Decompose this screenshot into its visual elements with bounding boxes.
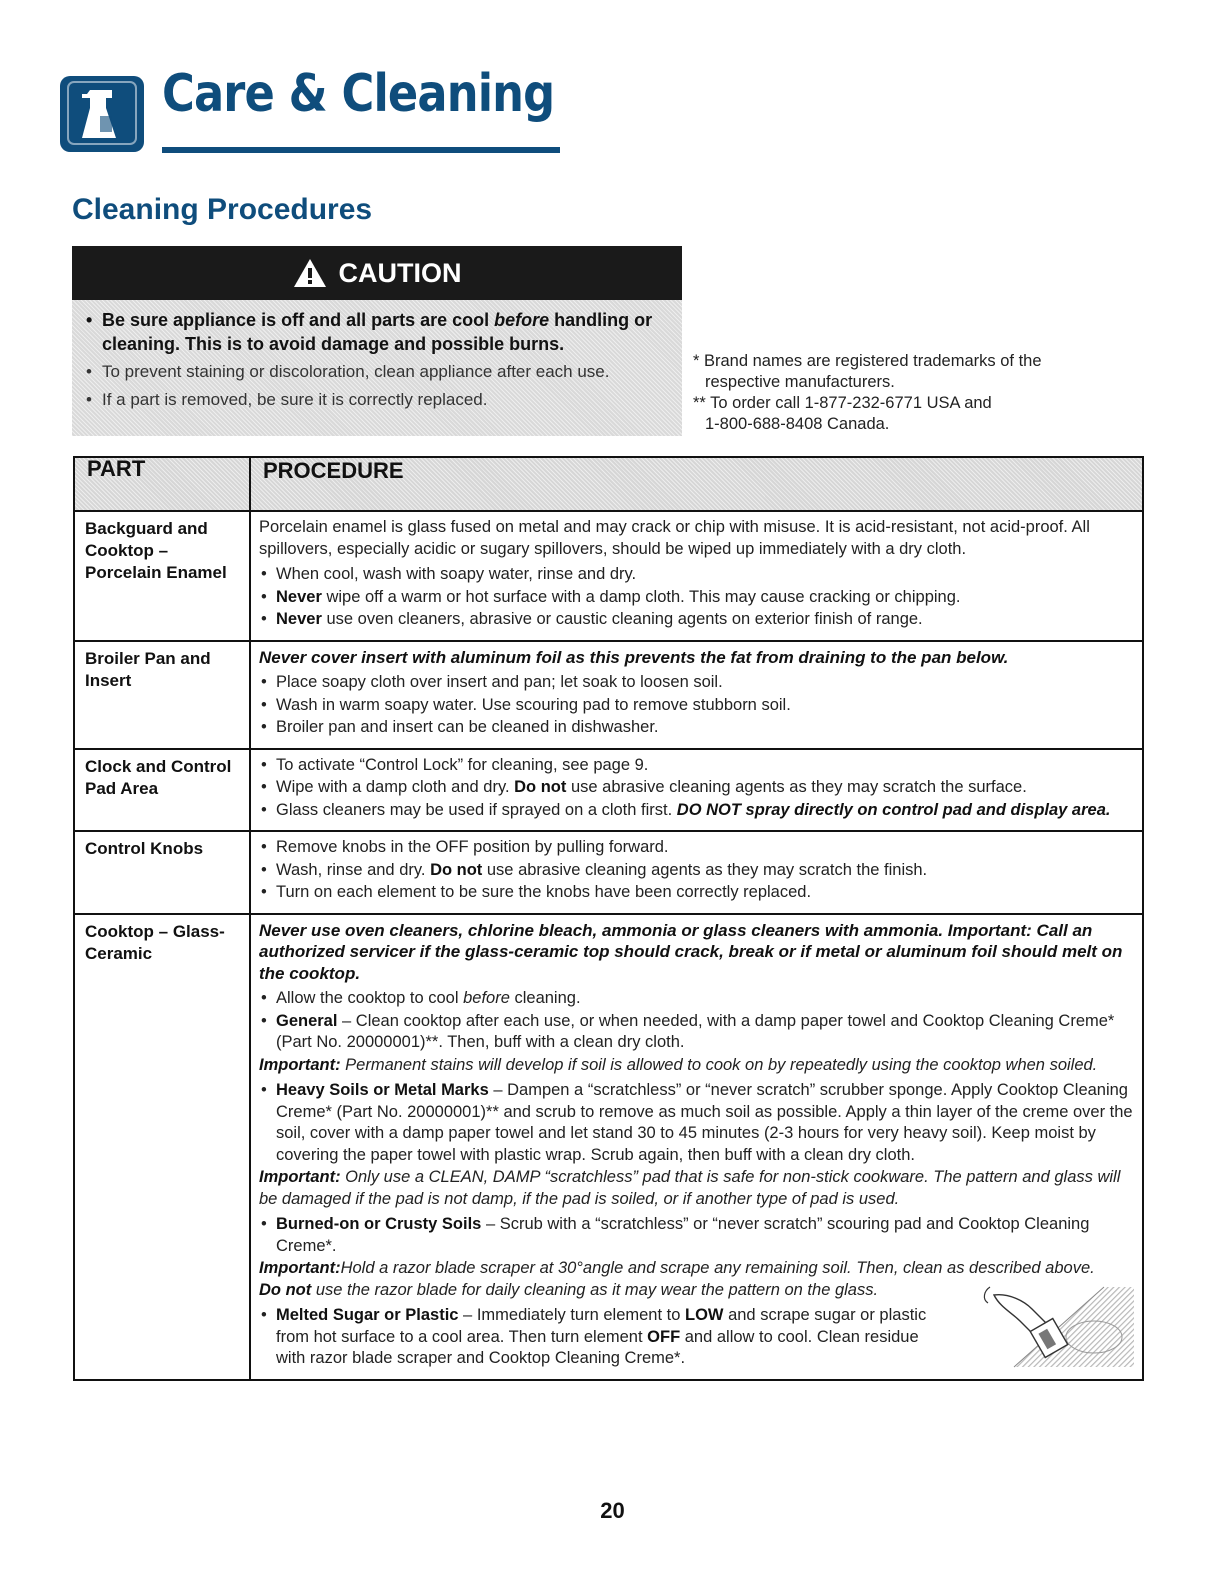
important-note: Important: Only use a CLEAN, DAMP “scratchless” pad that is safe for non-stick cookware. The pattern and glass will be damaged if the pad is not damp, if the pad is soiled, or if another type of pad is used. bbox=[259, 1168, 1121, 1208]
important-note: Important: Permanent stains will develop if soil is allowed to cook on by repeatedly using the cooktop when soiled. bbox=[259, 1055, 1098, 1074]
procedure-bullet: • Broiler pan and insert can be cleaned in dishwasher. bbox=[259, 717, 1134, 739]
procedure-bullet: • Heavy Soils or Metal Marks – Dampen a “scratchless” or “never scratch” scrubber sponge. Apply Cooktop Cleaning Creme* (Part No. 20000001)** and scrub to remove as much soil as possible. Apply a thin layer of the creme over the soil, cover with a damp paper towel and let stand 30 to 45 minutes (2-3 hours for very heavy soil). Keep moist by covering the paper towel with plastic wrap. Scrub again, then buff with a clean dry cloth. bbox=[259, 1080, 1134, 1166]
part-name: Broiler Pan and Insert bbox=[74, 641, 250, 749]
procedure-bullet: • Burned-on or Crusty Soils – Scrub with a “scratchless” or “never scratch” scouring pad and Cooktop Cleaning Creme*. bbox=[259, 1214, 1134, 1257]
section-title: Cleaning Procedures bbox=[72, 193, 373, 226]
procedure-bullet: • Turn on each element to be sure the knobs have been correctly replaced. bbox=[259, 882, 1134, 904]
header-procedure: PROCEDURE bbox=[250, 457, 1143, 511]
procedure-cell bbox=[250, 749, 1143, 832]
procedure-bullet: • Never use oven cleaners, abrasive or caustic cleaning agents on exterior finish of range. bbox=[259, 609, 1134, 631]
procedure-bullet: • Place soapy cloth over insert and pan; let soak to loosen soil. bbox=[259, 672, 1134, 694]
spray-bottle-icon bbox=[60, 76, 144, 152]
caution-banner bbox=[72, 246, 682, 300]
procedure-intro: Porcelain enamel is glass fused on metal and may crack or chip with misuse. It is acid-resistant, not acid-proof. All spillovers, especially acidic or sugary spillovers, should be wiped up immediately with a dry cloth. bbox=[259, 518, 1090, 558]
procedure-bullet: • Never wipe off a warm or hot surface with a damp cloth. This may cause cracking or chipping. bbox=[259, 587, 1134, 609]
procedure-bullet: • To activate “Control Lock” for cleaning, see page 9. bbox=[259, 755, 1134, 777]
procedure-bullet: • Wipe with a damp cloth and dry. Do not use abrasive cleaning agents as they may scratch the surface. bbox=[259, 777, 1134, 799]
procedure-bullet: • Wash in warm soapy water. Use scouring pad to remove stubborn soil. bbox=[259, 695, 1134, 717]
procedure-cell bbox=[250, 831, 1143, 914]
part-name: Control Knobs bbox=[74, 831, 250, 914]
footnote-trademark-cont: respective manufacturers. bbox=[705, 373, 895, 391]
procedure-bullet: • Glass cleaners may be used if sprayed on a cloth first. DO NOT spray directly on control pad and display area. bbox=[259, 800, 1134, 822]
caution-item: • To prevent staining or discoloration, clean appliance after each use. bbox=[86, 360, 668, 384]
part-name: Cooktop – Glass-Ceramic bbox=[74, 914, 250, 1380]
table-header-row bbox=[74, 457, 1143, 511]
header-part: PART bbox=[74, 457, 250, 511]
procedure-bullet: • General – Clean cooktop after each use, or when needed, with a damp paper towel and Cooktop Cleaning Creme* (Part No. 20000001)**. Then, buff with a clean dry cloth. bbox=[259, 1011, 1134, 1054]
part-name: Clock and Control Pad Area bbox=[74, 749, 250, 832]
footnote-trademark: * Brand names are registered trademarks of the bbox=[693, 352, 1042, 370]
table-row bbox=[74, 914, 1143, 1380]
important-note: Important:Hold a razor blade scraper at 30°angle and scrape any remaining soil. Then, clean as described above. Do not use the razor blade for daily cleaning as it may wear the pattern on the glass. bbox=[259, 1259, 1095, 1299]
caution-list bbox=[72, 300, 682, 412]
caution-item: • Be sure appliance is off and all parts are cool before handling or cleaning. This is to avoid damage and possible burns. bbox=[86, 308, 668, 356]
table-row bbox=[74, 511, 1143, 641]
table-row bbox=[74, 749, 1143, 832]
footnote-order: ** To order call 1-877-232-6771 USA and bbox=[693, 394, 992, 412]
footnotes bbox=[693, 351, 1113, 435]
procedure-bullet: • Melted Sugar or Plastic – Immediately turn element to LOW and scrape sugar or plastic from hot surface to a cool area. Then turn element OFF and allow to cool. Clean residue with razor blade scraper and Cooktop Cleaning Creme*. bbox=[259, 1305, 1134, 1370]
procedure-cell bbox=[250, 914, 1143, 1380]
procedure-bullet: • Wash, rinse and dry. Do not use abrasive cleaning agents as they may scratch the finish. bbox=[259, 860, 1134, 882]
caution-label: CAUTION bbox=[338, 257, 462, 288]
procedure-cell bbox=[250, 511, 1143, 641]
header-underline bbox=[162, 147, 560, 153]
razor-scraper-icon bbox=[954, 1265, 1134, 1375]
part-name: Backguard and Cooktop – Porcelain Enamel bbox=[74, 511, 250, 641]
page-header-title: Care & Cleaning bbox=[162, 64, 555, 124]
procedure-bullet: • Remove knobs in the OFF position by pulling forward. bbox=[259, 837, 1134, 859]
caution-item: • If a part is removed, be sure it is correctly replaced. bbox=[86, 388, 668, 412]
procedure-warning: Never cover insert with aluminum foil as this prevents the fat from draining to the pan below. bbox=[259, 647, 1009, 667]
procedure-cell bbox=[250, 641, 1143, 749]
procedure-bullet: • Allow the cooktop to cool before cleaning. bbox=[259, 988, 1134, 1010]
cleaning-procedures-table bbox=[73, 456, 1144, 1381]
footnote-order-cont: 1-800-688-8408 Canada. bbox=[705, 415, 890, 433]
table-row bbox=[74, 831, 1143, 914]
warning-triangle-icon bbox=[293, 258, 327, 288]
page-header bbox=[60, 64, 555, 158]
procedure-bullet: • When cool, wash with soapy water, rinse and dry. bbox=[259, 564, 1134, 586]
table-row bbox=[74, 641, 1143, 749]
caution-box bbox=[72, 246, 682, 436]
page-number: 20 bbox=[600, 1498, 625, 1523]
procedure-warning: Never use oven cleaners, chlorine bleach, ammonia or glass cleaners with ammonia. Important: Call an authorized servicer if the glass-ceramic top should crack, break or if metal or aluminum foil should melt on the cooktop. bbox=[259, 920, 1123, 983]
